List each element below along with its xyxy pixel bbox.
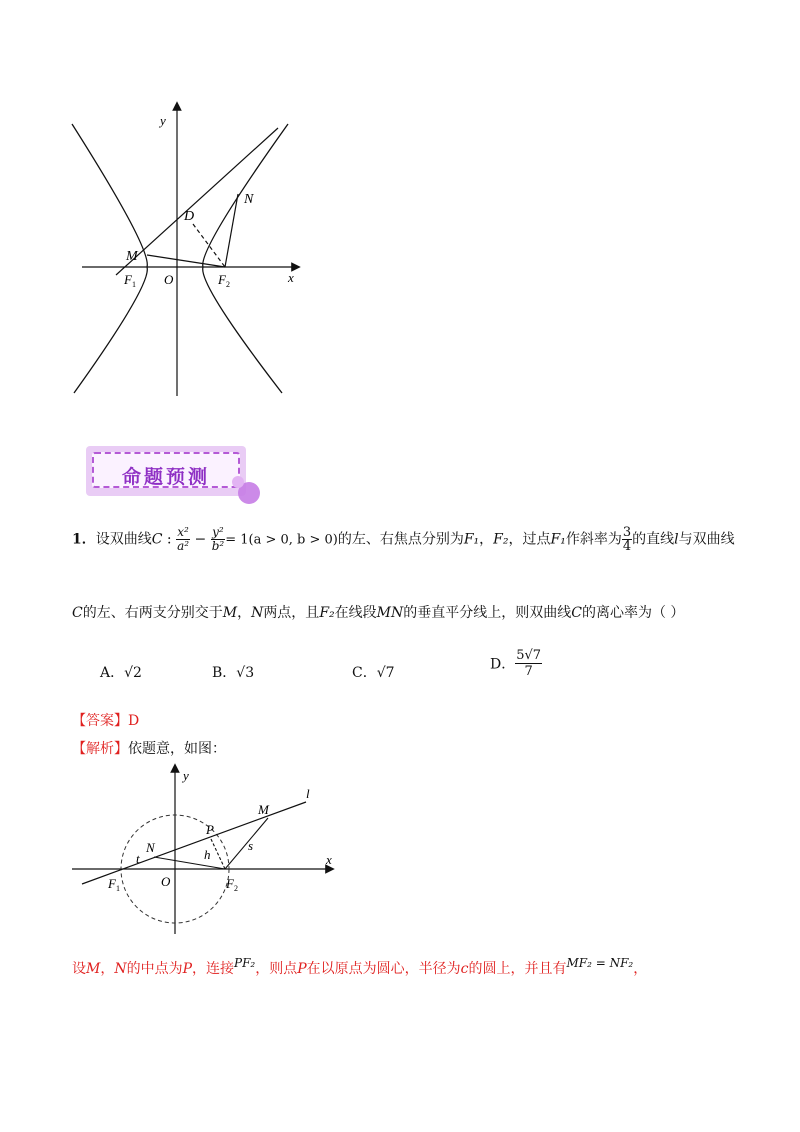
line-l: l	[674, 531, 679, 548]
solution-line	[72, 956, 647, 978]
label-y: y	[160, 113, 166, 128]
option-label: C．	[352, 665, 377, 681]
label-n: N	[244, 192, 254, 207]
option-d[interactable]	[490, 648, 542, 679]
option-value: √3	[236, 665, 255, 681]
eq-fraction-y	[211, 526, 226, 553]
eq-tail: = 1(a > 0, b > 0)	[225, 532, 338, 548]
label-f2: $F_2$	[218, 272, 230, 289]
solution-figure	[68, 762, 348, 938]
segment-mf2	[225, 818, 268, 869]
segment-nf2	[225, 194, 238, 267]
equation-mf2-nf2: MF₂ = NF₂	[566, 956, 634, 970]
f1: F₁	[550, 531, 566, 548]
label-h: h	[204, 847, 211, 862]
question-text: 两点，且	[263, 605, 320, 621]
option-label: D．	[490, 656, 516, 673]
f1: F₁	[463, 531, 480, 548]
minus: −	[190, 531, 211, 548]
question-text: 的左、右焦点分别为	[337, 531, 464, 548]
radius-c: c	[460, 961, 469, 977]
eq-x2: x²	[177, 525, 189, 539]
right-branch	[203, 124, 288, 393]
question-text: ，过点	[508, 531, 551, 548]
option-d-num: 5√7	[516, 648, 542, 663]
question-text: 的左、右两支分别交于	[82, 605, 223, 621]
label-x: x	[326, 852, 332, 867]
banner-title: 命题预测	[121, 466, 210, 488]
label-o: O	[164, 272, 174, 287]
sep: ，	[479, 531, 494, 548]
solution-text: ，连接	[192, 961, 235, 977]
f2: F₂	[319, 605, 335, 621]
point-p: P	[182, 961, 193, 977]
eq-y2: y²	[212, 525, 224, 539]
line-l	[82, 802, 306, 884]
label-p: P	[206, 822, 214, 837]
segment-pf2	[211, 839, 225, 869]
point-n: N	[251, 605, 264, 621]
label-f2: $F_2$	[226, 876, 238, 893]
banner-frame	[92, 452, 240, 488]
question-text: 在线段	[334, 605, 377, 621]
eq-fraction-x	[176, 526, 190, 553]
section-banner	[86, 446, 246, 496]
curve-c: C	[571, 605, 582, 621]
label-m: M	[258, 802, 269, 817]
question-text: 与双曲线	[678, 531, 735, 548]
question-text: 的垂直平分线上，则双曲线	[403, 605, 572, 621]
label-n: N	[146, 840, 155, 855]
option-d-den: 7	[524, 664, 533, 679]
label-l: l	[306, 786, 310, 801]
hyperbola-figure	[60, 100, 310, 400]
option-value: √7	[376, 665, 395, 681]
label-m: M	[126, 249, 138, 264]
slope-fraction	[622, 526, 632, 553]
point-n: N	[114, 961, 127, 977]
question-line-2	[72, 603, 684, 623]
question-text: 的离心率为（ ）	[581, 605, 685, 621]
question-text: 设双曲线	[95, 531, 152, 548]
line-l	[116, 128, 278, 275]
label-t: t	[136, 851, 140, 866]
option-c[interactable]	[352, 662, 395, 682]
label-s: s	[248, 838, 254, 853]
comma: ，	[237, 605, 252, 621]
segment-mf2	[147, 255, 225, 267]
option-label: B．	[212, 665, 237, 681]
solution-text: 设	[72, 961, 86, 977]
answer-value: D	[128, 713, 140, 729]
label-d: D	[184, 209, 195, 224]
solution-text: ，则点	[255, 961, 298, 977]
label-f1: $F_1$	[108, 876, 120, 893]
point-p: P	[297, 961, 307, 977]
slope-num: 3	[622, 525, 632, 540]
answer-label: 【答案】	[72, 713, 128, 729]
banner-decoration-dot-icon	[232, 476, 244, 488]
option-value: √2	[124, 665, 142, 681]
curve-c: C	[151, 531, 163, 548]
option-d-fraction	[515, 648, 542, 679]
option-b[interactable]	[212, 662, 254, 682]
label-o: O	[161, 874, 171, 889]
solution-text: 的中点为	[126, 961, 183, 977]
colon: :	[162, 531, 177, 548]
analysis-label: 【解析】	[72, 741, 128, 757]
point-m: M	[222, 605, 238, 621]
option-label: A．	[100, 665, 125, 681]
comma: ，	[100, 961, 115, 977]
f2: F₂	[493, 531, 509, 548]
label-f1: $F_1$	[124, 272, 136, 289]
question-number: 1．	[72, 531, 96, 548]
analysis-text: 依题意，如图：	[128, 741, 226, 757]
solution-text: 的圆上，并且有	[468, 961, 567, 977]
label-y: y	[183, 768, 189, 783]
slope-den: 4	[622, 539, 632, 554]
point-m: M	[86, 961, 101, 977]
option-a[interactable]	[100, 662, 142, 682]
curve-c: C	[72, 605, 83, 621]
segment-mn: MN	[376, 605, 404, 621]
question-text: 作斜率为	[565, 531, 622, 548]
segment-pf2: PF₂	[234, 956, 256, 970]
answer-line	[72, 710, 139, 730]
eq-b2: b²	[211, 539, 225, 553]
analysis-line	[72, 738, 226, 758]
solution-text: ，	[633, 961, 648, 977]
solution-text: 在以原点为圆心，半径为	[306, 961, 461, 977]
label-x: x	[288, 270, 294, 285]
segment-nf2	[154, 857, 225, 869]
question-text: 的直线	[632, 531, 675, 548]
eq-a2: a²	[177, 539, 190, 553]
question-line-1	[72, 526, 735, 553]
